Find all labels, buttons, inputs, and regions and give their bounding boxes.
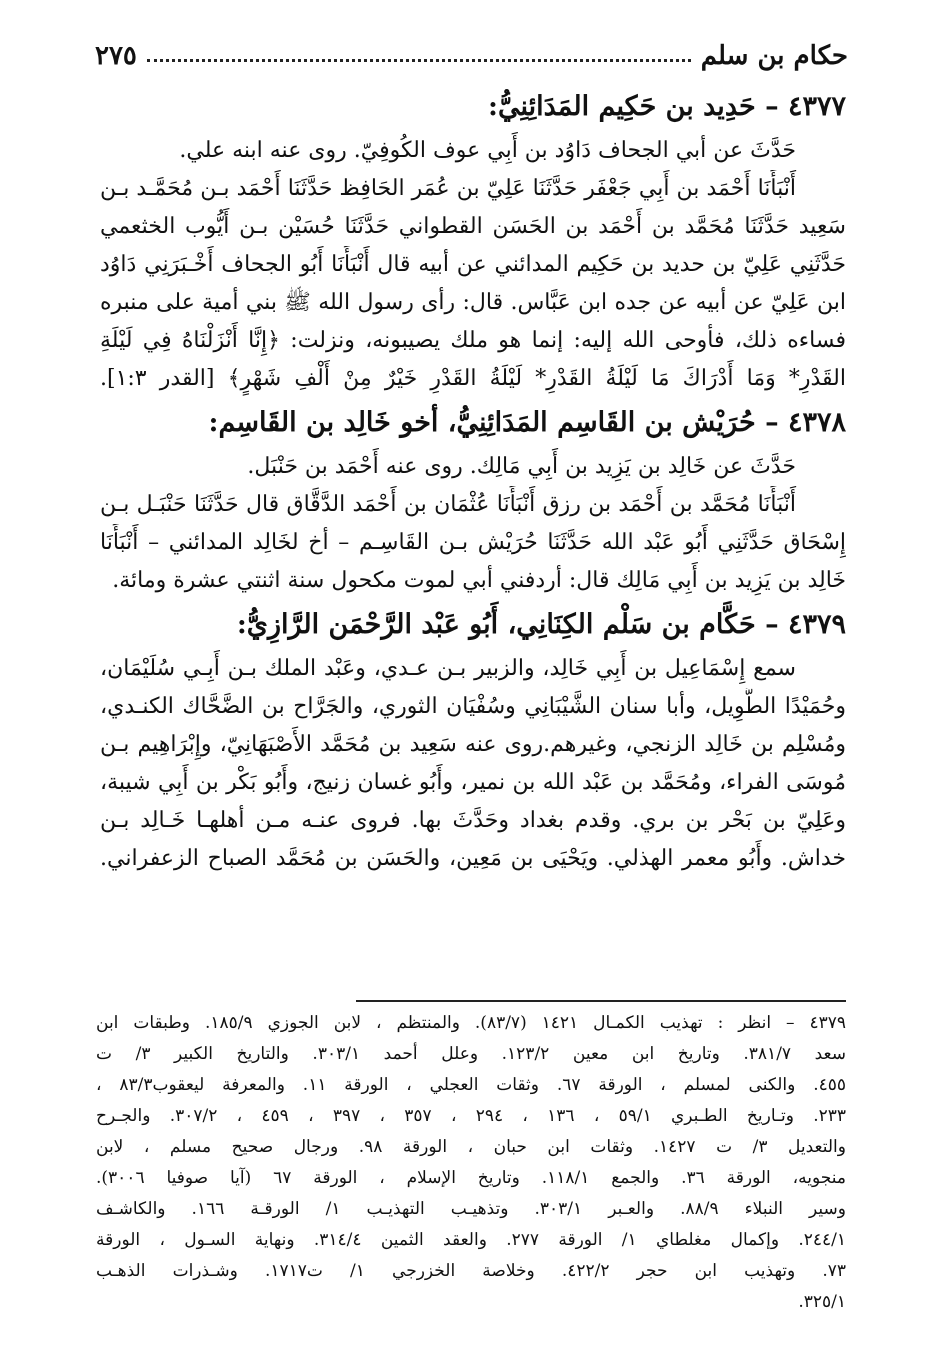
- main-text: [100, 82, 846, 878]
- text-line: ومُسْلِم بن خَالِد الزنجي، وغيرهم.روى عنه سَعِيد بن مُحَمَّد الأَصْبَهَانِيّ، وإِبْرَاهِيم بـن: [100, 732, 846, 757]
- text-line: وعَلِيّ بن بَحْر بن بري. وقدم بغداد وحَدَّثَ بها. فروى عنـه مـن أهلهـا خَـالِد بـن: [100, 808, 846, 833]
- footnote-separator: [356, 1000, 846, 1002]
- footnote-line: منجويه، الورقة ٣٦. والجمع ١١٨/١. وتاريخ الإسلام ، الورقة ٦٧ (آيا صوفيا ٣٠٠٦).: [96, 1168, 846, 1188]
- text-line: سَعِيد حَدَّثَنَا مُحَمَّد بن أَحْمَد بن الحَسَن القطواني حَدَّثَنَا حُسَيْن بـن أَيُّوب الخثعمي: [100, 214, 846, 239]
- text-line: القَدْرِ* وَمَا أَدْرَاكَ مَا لَيْلَةُ القَدْرِ* لَيْلَةُ القَدْرِ خَيْرٌ مِنْ أَلْفِ شَهْرٍ﴾ [القدر ١:٣].: [100, 366, 846, 391]
- footnote-line: ٤٣٧٩ – انظر : تهذيب الكمـال ١٤٢١ (٨٣/٧). والمنتظم ، لابن الجوزي ١٨٥/٩. وطبقات ابن: [96, 1013, 846, 1033]
- footnote-line: ٢٣٣. وتـاريخ الطـبري ٥٩/١ ، ١٣٦ ، ٢٩٤ ، ٣٥٧ ، ٣٩٧ ، ٤٥٩ ، ٣٠٧/٢. والجـرح: [96, 1106, 846, 1126]
- footnote-line: ٤٥٥. والكنى لمسلم ، الورقة ٦٧. وثقات العجلي ، الورقة ١١. والمعرفة ليعقوب٨٣/٣ ،: [96, 1075, 846, 1095]
- footnote-line: ٢٤٤/١. وإكمال مغلطاي ١/ الورقة ٢٧٧. والعقد الثمين ٣١٤/٤. ونهاية السـول ، الورقة: [96, 1230, 846, 1250]
- text-line: حَدَّثَنِي عَلِيّ بن حديد بن حَكِيم المدائني عن أبيه قال أَنْبَأَنَا أَبُو الجحاف أَخْـبَرَنِي دَاوُد: [100, 252, 846, 277]
- footnote-line: سعد ٣٨١/٧. وتاريخ ابن معين ١٢٣/٢. وعلل أحمد ٣٠٣/١. والتاريخ الكبير ٣/ ت: [96, 1044, 846, 1064]
- footnote-line: ٣٢٥/١.: [798, 1292, 846, 1312]
- footnote-line: وسير النبلاء ٨٨/٩. والعـبر ٣٠٣/١. وتذهيـب التهذيـب ١/ الورقـة ١٦٦. والكاشـف: [96, 1199, 846, 1219]
- text-line: فساءه ذلك، فأوحى الله إليه: إنما هو ملك يصيبونه، ونزلت: ﴿إِنَّا أَنْزَلْنَاهُ فِي لَيْلَةِ: [100, 328, 846, 353]
- text-line: سمع إِسْمَاعِيل بن أَبِي خَالِد، والزبير بـن عـدي، وعَبْد الملك بـن أَبِـي سُلَيْمَان،: [100, 656, 796, 681]
- text-line: حَدَّثَ عن أبي الجحاف دَاوُد بن أَبِي عوف الكُوفِيّ. روى عنه ابنه علي.: [179, 138, 796, 163]
- text-line: خَالِد بن يَزِيد بن أَبِي مَالِك قال: أردفني أبي لموت مكحول سنة اثنتي عشرة ومائة.: [112, 568, 846, 593]
- page-number: ٢٧٥: [95, 41, 137, 71]
- page-header: [95, 36, 848, 76]
- text-line: إِسْحَاق حَدَّثَنِي أَبُو عَبْد الله حَدَّثَنَا حُرَيْش بـن القَاسِـم – أخ لخَالِد المدائني – أَنْبَأَنَا: [100, 530, 846, 555]
- text-line: أَنْبَأَنَا أَحْمَد بن أَبِي جَعْفَر حَدَّثَنَا عَلِيّ بن عُمَر الحَافِظ حَدَّثَنَا أَحْمَد بـن مُحَمَّـد بـن: [100, 176, 796, 201]
- footnotes: [96, 1008, 846, 1318]
- text-line: ابن عَلِيّ عن أبيه عن جده ابن عَبَّاس. قال: رأى رسول الله ﷺ بني أمية على منبره: [100, 290, 846, 315]
- footnote-line: ٧٣. وتهذيب ابن حجر ٤٢٢/٢. وخلاصة الخزرجي ١/ ت١٧١٧. وشـذرات الذهـب: [96, 1261, 846, 1281]
- entry-title: ٤٣٧٨ – حُرَيْش بن القَاسِم المَدَائِنِيُّ، أخو خَالِد بن القَاسِم:: [208, 407, 846, 438]
- text-line: أَنْبَأَنَا مُحَمَّد بن أَحْمَد بن رزق أَنْبَأَنَا عُثْمَان بن أَحْمَد الدَّقَّاق قال حَدَّثَنَا حَنْبَـل بـن: [100, 492, 796, 517]
- running-title: حكام بن سلم: [700, 41, 848, 71]
- text-line: خداش. وأَبُو معمر الهذلي. ويَحْيَى بن مَعِين، والحَسَن بن مُحَمَّد الصباح الزعفراني.: [100, 846, 846, 871]
- dotted-leader: [147, 59, 691, 62]
- text-line: مُوسَى الفراء، ومُحَمَّد بن عَبْد الله بن نمير، وأَبُو غسان زنيج، وأَبُو بَكْر بن أَبِي شيبة،: [100, 770, 846, 795]
- footnote-line: والتعديل ٣/ ت ١٤٢٧. وثقات ابن حبان ، الورقة ٩٨. ورجال صحيح مسلم ، لابن: [96, 1137, 846, 1157]
- text-line: حَدَّثَ عن خَالِد بن يَزِيد بن أَبِي مَالِك. روى عنه أَحْمَد بن حَنْبَل.: [247, 454, 796, 479]
- text-line: وحُمَيْدًا الطَّوِيل، وأبا سنان الشَّيْبَانِي وسُفْيَان الثوري، والجَرَّاح بن الضَّحَّاك الكنـدي،: [100, 694, 846, 719]
- entry-title: ٤٣٧٩ – حَكَّام بن سَلْم الكِنَانِي، أَبُو عَبْد الرَّحْمَن الرَّازِيُّ:: [236, 609, 846, 640]
- entry-title: ٤٣٧٧ – حَدِيد بن حَكِيم المَدَائِنِيُّ:: [488, 91, 846, 122]
